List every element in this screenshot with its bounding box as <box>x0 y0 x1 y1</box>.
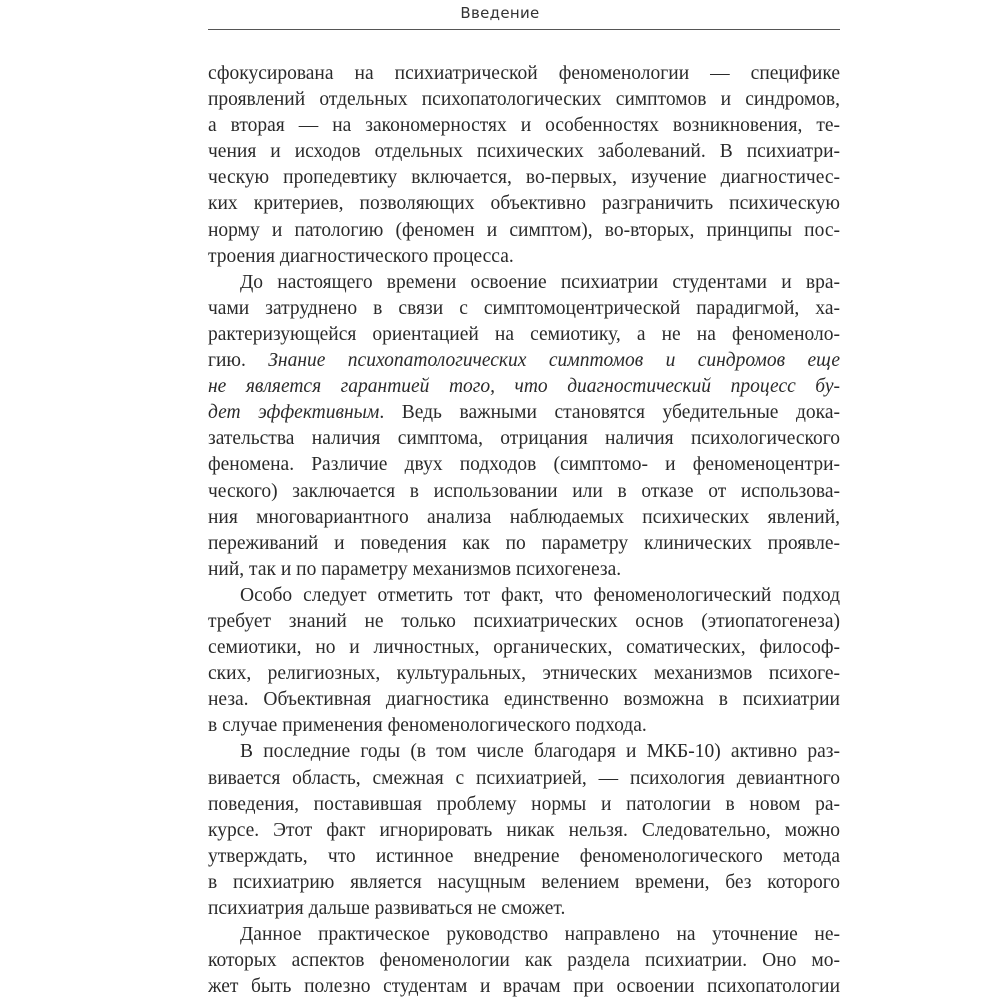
text-segment: жет быть полезно студентам и врачам при освоении психопатологии <box>208 976 840 998</box>
text-line <box>208 244 840 270</box>
text-line <box>208 218 840 244</box>
text-line <box>208 557 840 583</box>
running-head: Введение <box>460 4 540 22</box>
text-segment: феномена. Различие двух подходов (симптомо- и феноменоцентри- <box>208 454 840 476</box>
italic-segment: не является гарантией того, что диагностический процесс бу- <box>208 376 840 398</box>
text-line <box>208 896 840 922</box>
text-segment: чения и исходов отдельных психических заболеваний. В психиатри- <box>208 141 840 163</box>
text-line <box>208 661 840 687</box>
text-line <box>208 426 840 452</box>
text-line <box>208 296 840 322</box>
text-line <box>208 165 840 191</box>
text-line <box>208 479 840 505</box>
text-segment: чами затруднено в связи с симптомоцентрической парадигмой, ха- <box>208 297 840 319</box>
text-segment: В последние годы (в том числе благодаря и МКБ-10) активно раз- <box>240 741 840 763</box>
text-segment: ких критериев, позволяющих объективно разграничить психическую <box>208 193 840 215</box>
italic-segment: дет эффективным <box>208 402 380 424</box>
text-line <box>208 348 840 374</box>
text-segment: Данное практическое руководство направлено на уточнение не- <box>240 924 840 946</box>
text-segment: курсе. Этот факт игнорировать никак нельзя. Следовательно, можно <box>208 819 840 841</box>
text-segment: вивается область, смежная с психиатрией, — психология девиантного <box>208 767 840 789</box>
text-segment: в психиатрию является насущным велением времени, без которого <box>208 871 840 893</box>
text-segment: проявлений отдельных психопатологических симптомов и синдромов, <box>208 89 840 111</box>
text-line <box>208 87 840 113</box>
text-line <box>208 922 840 948</box>
text-segment: неза. Объективная диагностика единственно возможна в психиатрии <box>208 689 840 711</box>
text-line <box>208 452 840 478</box>
text-segment: ских, религиозных, культуральных, этнических механизмов психоге- <box>208 663 840 685</box>
text-segment: которых аспектов феноменологии как раздела психиатрии. Оно мо- <box>208 950 840 972</box>
text-segment: ческую пропедевтику включается, во-первых, изучение диагностичес- <box>208 167 840 189</box>
text-segment: в случае применения феноменологического подхода. <box>208 715 647 737</box>
text-segment: требует знаний не только психиатрических основ (этиопатогенеза) <box>208 610 840 632</box>
text-segment: сфокусирована на психиатрической феноменологии — специфике <box>208 63 840 84</box>
text-line <box>208 818 840 844</box>
text-line <box>208 270 840 296</box>
text-segment: семиотики, но и личностных, органических, соматических, философ- <box>208 637 840 659</box>
text-line <box>208 687 840 713</box>
header-rule <box>208 29 840 30</box>
text-line <box>208 400 840 426</box>
text-line <box>208 139 840 165</box>
text-line <box>208 322 840 348</box>
text-segment: До настоящего времени освоение психиатрии студентами и вра- <box>240 271 840 293</box>
text-segment: психиатрия дальше развиваться не сможет. <box>208 898 566 919</box>
text-segment: утверждать, что истинное внедрение феноменологического метода <box>208 845 840 867</box>
text-line <box>208 505 840 531</box>
text-line <box>208 948 840 974</box>
text-segment: зательства наличия симптома, отрицания наличия психологического <box>208 428 840 450</box>
body-text <box>208 61 840 1000</box>
text-line <box>208 844 840 870</box>
text-line <box>208 766 840 792</box>
text-line <box>208 374 840 400</box>
text-segment: . Ведь важными становятся убедительные дока- <box>379 402 840 424</box>
text-line <box>208 635 840 661</box>
text-segment: ния многовариантного анализа наблюдаемых психических явлений, <box>208 506 840 528</box>
text-segment: переживаний и поведения как по параметру клинических проявле- <box>208 532 840 554</box>
text-segment: гию. <box>208 350 269 372</box>
text-line <box>208 609 840 635</box>
text-segment: Особо следует отметить тот факт, что феноменологический подход <box>240 584 840 606</box>
text-segment: поведения, поставившая проблему нормы и патологии в новом ра- <box>208 793 840 815</box>
text-line <box>208 792 840 818</box>
text-segment: норму и патологию (феномен и симптом), во-вторых, принципы пос- <box>208 219 840 241</box>
text-segment: а вторая — на закономерностях и особенностях возникновения, те- <box>208 115 840 137</box>
text-segment: ний, так и по параметру механизмов психогенеза. <box>208 558 622 580</box>
text-line <box>208 713 840 739</box>
text-line <box>208 191 840 217</box>
text-line <box>208 61 840 87</box>
text-line <box>208 974 840 1000</box>
text-line <box>208 113 840 139</box>
text-line <box>208 583 840 609</box>
italic-segment: Знание психопатологических симптомов и синдромов еще <box>268 350 840 372</box>
text-line <box>208 870 840 896</box>
text-line <box>208 739 840 765</box>
text-segment: рактеризующейся ориентацией на семиотику, а не на феноменоло- <box>208 323 840 345</box>
text-segment: троения диагностического процесса. <box>208 245 514 267</box>
text-segment: ческого) заключается в использовании или в отказе от использова- <box>208 480 840 502</box>
text-line <box>208 531 840 557</box>
